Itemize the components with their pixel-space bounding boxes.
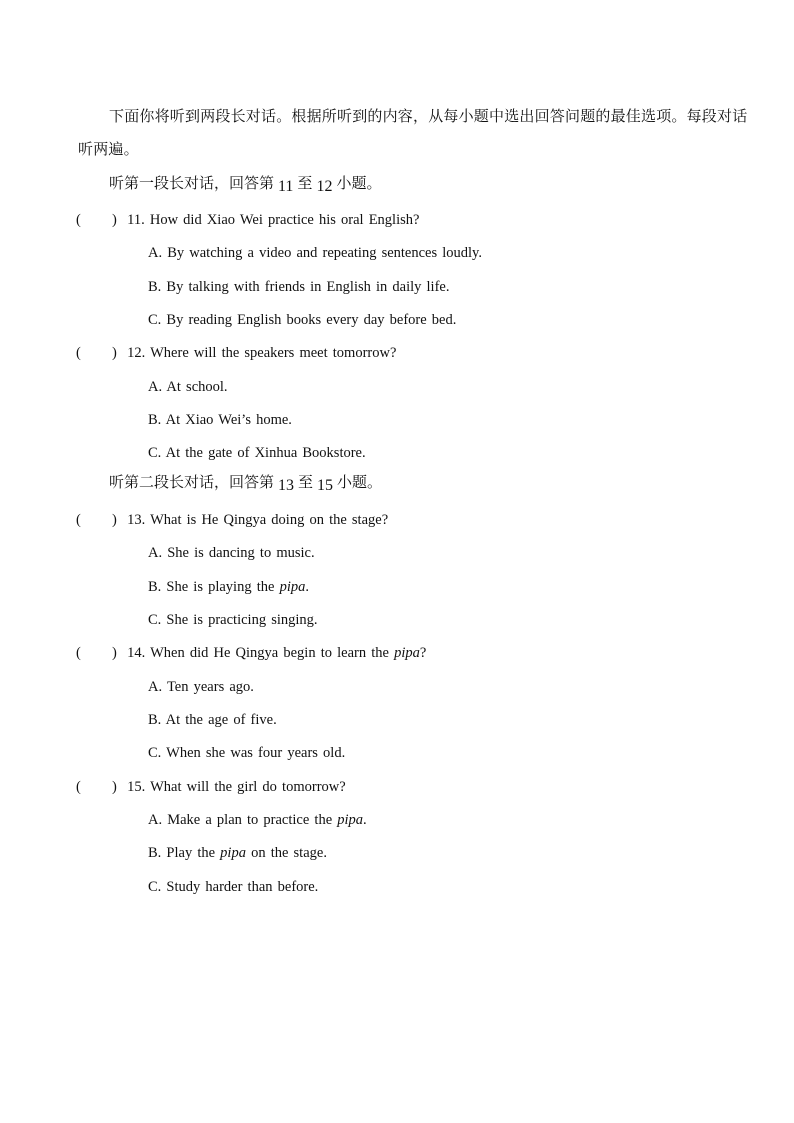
question-number: 13.: [127, 512, 146, 528]
option-14b: B. At the age of five.: [148, 712, 277, 728]
section-mid: 至: [298, 475, 314, 491]
question-number: 12.: [127, 345, 146, 361]
question-15: [76, 777, 346, 797]
question-text: What is He Qingya doing on the stage?: [150, 512, 389, 528]
section-mid: 至: [297, 176, 313, 192]
question-text: Where will the speakers meet tomorrow?: [150, 345, 397, 361]
option-14a: A. Ten years ago.: [148, 679, 254, 695]
section-to: 15: [317, 477, 334, 494]
option-15b: B. Play the pipa on the stage.: [148, 845, 327, 861]
answer-paren-open: (: [76, 345, 81, 361]
question-11: [76, 210, 419, 230]
question-number: 11.: [127, 212, 145, 228]
option-11a: A. By watching a video and repeating sentences loudly.: [148, 245, 482, 261]
answer-paren-close: ): [112, 212, 117, 228]
answer-paren-open: (: [76, 779, 81, 795]
question-number: 14.: [127, 645, 146, 661]
section-suffix: 小题。: [337, 475, 383, 491]
question-13: [76, 510, 388, 530]
section-header-2: [109, 473, 382, 493]
section-from: 13: [278, 477, 295, 494]
answer-paren-close: ): [112, 779, 117, 795]
option-12b: B. At Xiao Wei’s home.: [148, 412, 292, 428]
option-11b: B. By talking with friends in English in daily life.: [148, 279, 450, 295]
option-13b: B. She is playing the pipa.: [148, 579, 309, 595]
answer-paren-open: (: [76, 212, 81, 228]
section-header-1: [109, 174, 381, 194]
answer-paren-open: (: [76, 645, 81, 661]
section-from: 11: [278, 178, 294, 195]
option-15a: A. Make a plan to practice the pipa.: [148, 812, 367, 828]
option-11c: C. By reading English books every day before bed.: [148, 312, 457, 328]
option-14c: C. When she was four years old.: [148, 745, 346, 761]
answer-paren-close: ): [112, 345, 117, 361]
section-prefix: 听第一段长对话，回答第: [109, 176, 275, 192]
option-13c: C. She is practicing singing.: [148, 612, 318, 628]
section-to: 12: [316, 178, 333, 195]
question-14: [76, 643, 426, 663]
option-13a: A. She is dancing to music.: [148, 545, 315, 561]
question-text: When did He Qingya begin to learn the pipa?: [150, 645, 427, 661]
option-15c: C. Study harder than before.: [148, 879, 319, 895]
question-text: How did Xiao Wei practice his oral English?: [149, 212, 420, 228]
answer-paren-close: ): [112, 512, 117, 528]
answer-paren-open: (: [76, 512, 81, 528]
question-12: [76, 343, 396, 363]
option-12a: A. At school.: [148, 379, 228, 395]
section-suffix: 小题。: [336, 176, 382, 192]
option-12c: C. At the gate of Xinhua Bookstore.: [148, 445, 366, 461]
question-text: What will the girl do tomorrow?: [150, 779, 346, 795]
answer-paren-close: ): [112, 645, 117, 661]
question-number: 15.: [127, 779, 146, 795]
section-prefix: 听第二段长对话，回答第: [109, 475, 275, 491]
instructions: 下面你将听到两段长对话。根据所听到的内容，从每小题中选出回答问题的最佳选项。每段对话听两遍。: [78, 109, 748, 158]
